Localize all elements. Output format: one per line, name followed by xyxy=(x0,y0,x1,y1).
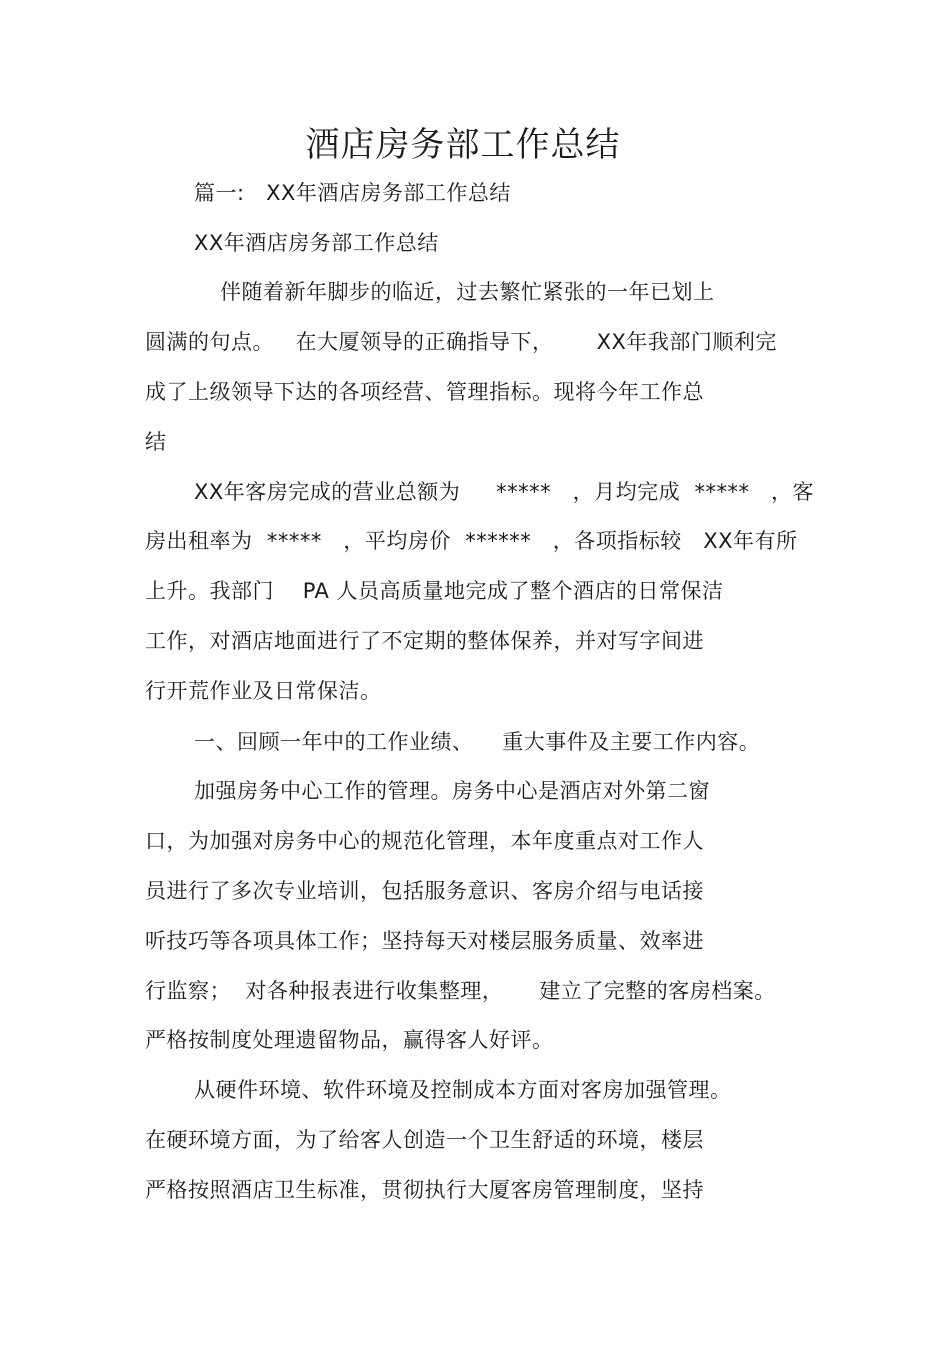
section-heading: 篇一: XX年酒店房务部工作总结 xyxy=(194,181,511,205)
paragraph-line: 圆满的句点。 在大厦领导的正确指导下， XX年我部门顺利完 xyxy=(145,330,777,354)
paragraph-line: 口，为加强对房务中心的规范化管理，本年度重点对工作人 xyxy=(145,829,704,853)
paragraph-line: XX年客房完成的营业总额为 ***** ，月均完成 ***** ，客 xyxy=(194,480,815,504)
document-title: 酒店房务部工作总结 xyxy=(305,125,621,165)
paragraph-line: 在硬环境方面，为了给客人创造一个卫生舒适的环境，楼层 xyxy=(145,1128,704,1152)
paragraph-line: 严格按制度处理遗留物品，赢得客人好评。 xyxy=(145,1028,554,1052)
paragraph-line: 伴随着新年脚步的临近，过去繁忙紧张的一年已划上 xyxy=(220,280,715,304)
paragraph-line: 行监察； 对各种报表进行收集整理， 建立了完整的客房档案。 xyxy=(145,979,776,1003)
subtitle-line: XX年酒店房务部工作总结 xyxy=(194,231,439,255)
paragraph-line: 成了上级领导下达的各项经营、管理指标。现将今年工作总 xyxy=(145,380,704,404)
paragraph-line: 加强房务中心工作的管理。房务中心是酒店对外第二窗 xyxy=(194,779,710,803)
paragraph-line: 结 xyxy=(145,430,167,454)
paragraph-line: 工作，对酒店地面进行了不定期的整体保养，并对写字间进 xyxy=(145,629,704,653)
paragraph-line: 从硬件环境、软件环境及控制成本方面对客房加强管理。 xyxy=(194,1078,732,1102)
section-heading: 一、回顾一年中的工作业绩、 重大事件及主要工作内容。 xyxy=(194,730,761,754)
paragraph-line: 听技巧等各项具体工作；坚持每天对楼层服务质量、效率进 xyxy=(145,929,704,953)
paragraph-line: 员进行了多次专业培训，包括服务意识、客房介绍与电话接 xyxy=(145,879,704,903)
paragraph-line: 严格按照酒店卫生标准，贯彻执行大厦客房管理制度，坚持 xyxy=(145,1178,704,1202)
paragraph-line: 房出租率为 ***** ，平均房价 ****** ，各项指标较 XX年有所 xyxy=(145,529,798,553)
paragraph-line: 行开荒作业及日常保洁。 xyxy=(145,679,382,703)
paragraph-line: 上升。我部门 PA 人员高质量地完成了整个酒店的日常保洁 xyxy=(145,579,724,603)
